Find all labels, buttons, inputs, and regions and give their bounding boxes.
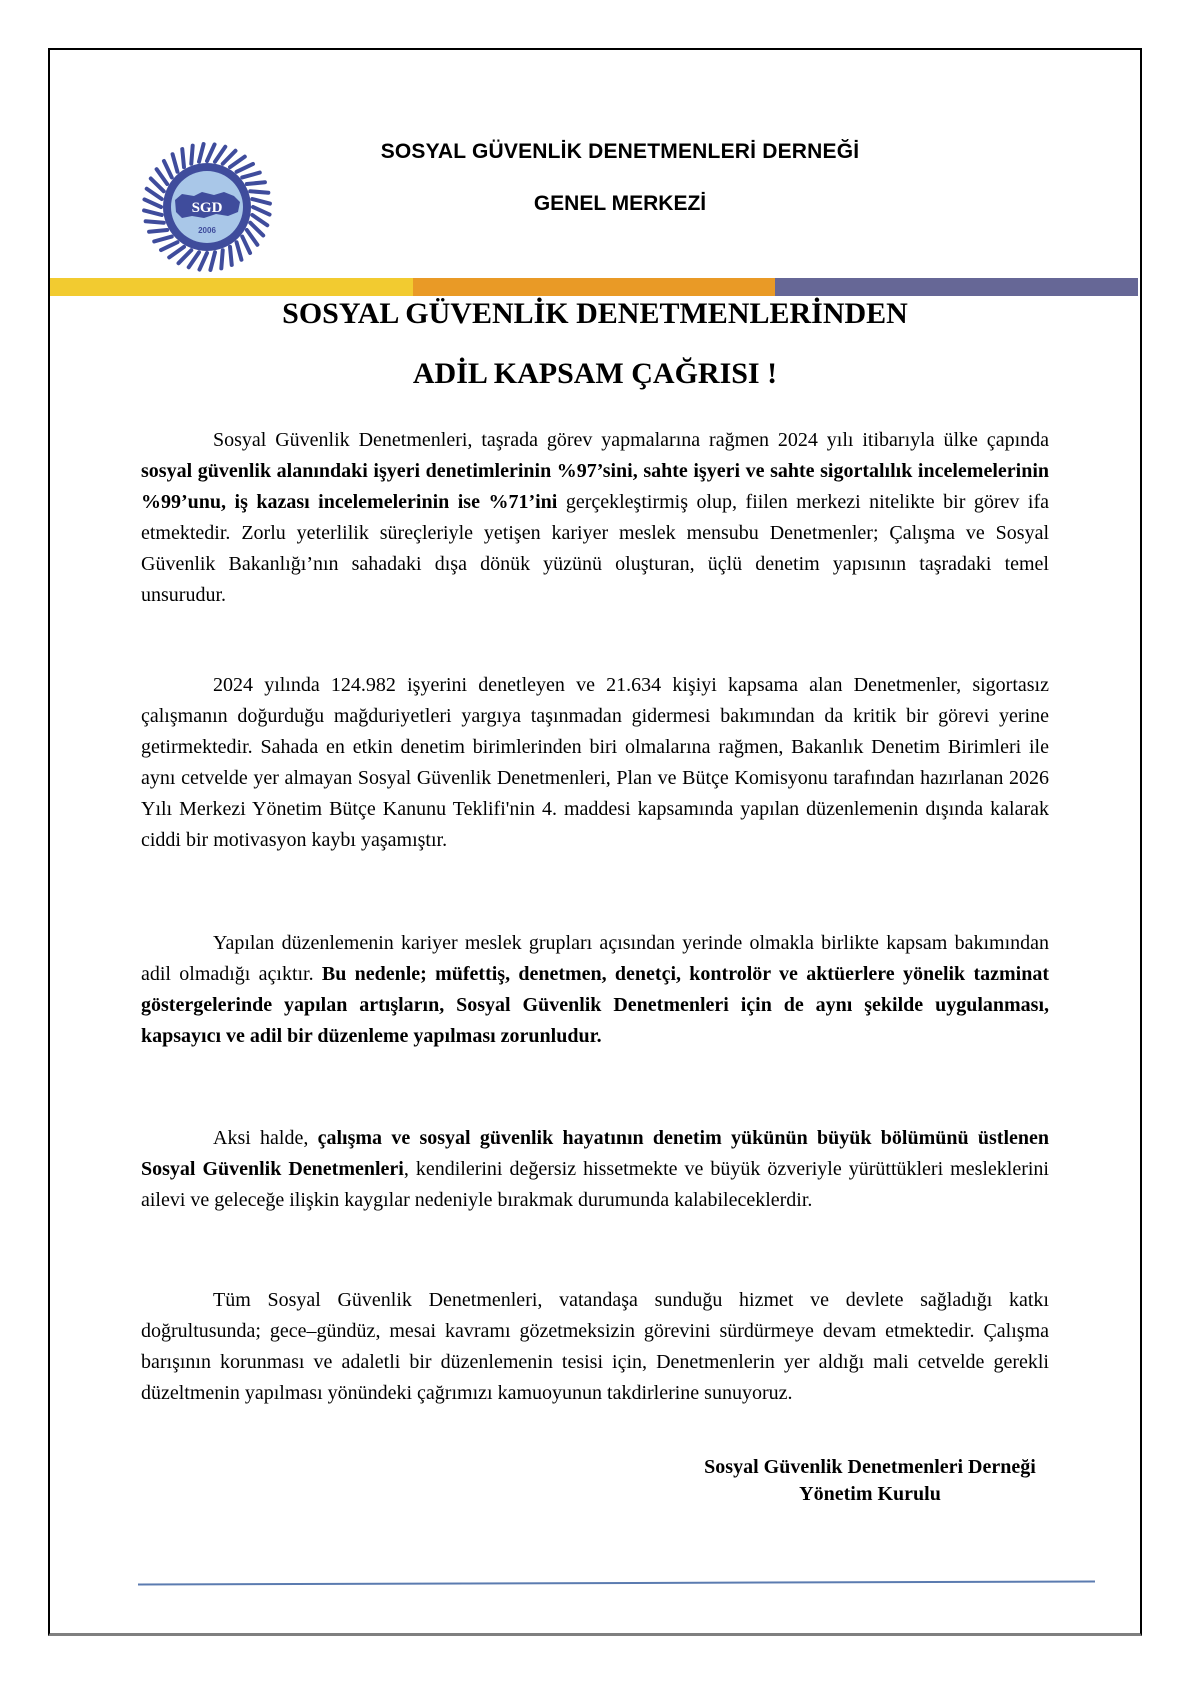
logo-ray [252,199,270,204]
color-bar-purple [775,278,1138,296]
logo-ray [182,149,184,167]
bold-text-run: Bu nedenle; müfettiş, denetmen, denetçi, kontrolör ve aktüerlere yönelik tazminat göstergelerinde yapılan artışların, Sosyal Güvenlik Denetmenleri için de aynı şekilde uygulanması, kapsayıcı ve adil bir düzenleme yapılması zorunludur. [141,963,1049,1047]
logo-ray [207,144,215,161]
paragraph-2 [141,670,1049,856]
logo-ray [242,237,250,253]
color-bar-orange [413,278,776,296]
bold-text-run: çalışma ve sosyal güvenlik hayatının denetim yükünün büyük bölümünü üstlenen Sosyal Güvenlik Denetmenleri [141,1127,1050,1180]
logo-ray [237,164,253,172]
logo-ray [230,247,232,265]
logo-ray [253,207,270,215]
logo-center-text: SGD [191,200,223,216]
text-run: 2024 yılında 124.982 işyerini denetleyen ve 21.634 kişiyi kapsama alan Denetmenler, sigortasız çalışmanın doğurduğu mağduriyetleri yargıya taşınmadan gidermesi bakımından da kritik bir görevi yerine getirmektedir. Sahada en etkin denetim birimlerinden biri olmalarına rağmen, Bakanlık Denetim Birimleri ile aynı cetvelde yer almayan Sosyal Güvenlik Denetmenleri, Plan ve Bütçe Komisyonu tarafından hazırlanan 2026 Yılı Merkezi Yönetim Bütçe Kanunu Teklifi'nin 4. maddesi kapsamında yapılan düzenlemenin dışında kalarak ciddi bir motivasyon kaybı yaşamıştır. [141,674,1049,851]
document-title-line-2: ADİL KAPSAM ÇAĞRISI ! [412,357,778,390]
org-subtitle: GENEL MERKEZİ [533,192,707,215]
logo-ray [144,210,162,215]
logo-ray [169,247,184,258]
color-bar-divider [50,278,1138,296]
paragraph-5 [141,1285,1049,1409]
logo-ray [199,253,207,270]
paragraph-3 [141,928,1049,1052]
signature-organization: Sosyal Güvenlik Denetmenleri Derneği [704,1456,1036,1478]
paragraph-1 [141,425,1049,611]
logo-ray [221,250,222,268]
text-run: gerçekleştirmiş olup, fiilen merkezi nitelikte bir görev ifa etmektedir. Zorlu yeterlilik süreçleriyle yetişen kariyer meslek mensubu Denetmenler; Çalışma ve Sosyal Güvenlik Bakanlığı’nın sahadaki dışa dönük yüzünü oluşturan, üçlü denetim yapısının taşradaki temel unsurudur. [141,491,1049,606]
logo-ray [151,179,164,192]
color-bar-yellow [50,278,413,296]
logo-ray [149,230,167,232]
logo-ray [173,154,178,172]
logo-ray [154,237,172,242]
signature-board: Yönetim Kurulu [799,1483,941,1505]
logo-ray [223,151,236,164]
logo-ray [237,242,242,260]
logo-ray [147,189,162,199]
logo-ray [157,169,168,184]
logo-ray [210,252,215,270]
document-title-line-1: SOSYAL GÜVENLİK DENETMENLERİNDEN [282,297,908,330]
logo-ray [215,147,225,162]
text-run: Aksi halde, [213,1127,318,1149]
logo-ray [199,144,204,162]
logo-ray [247,230,258,245]
sgd-logo-icon [142,142,272,272]
logo-ray [161,242,177,250]
logo-emblem [142,142,272,272]
logo-year: 2006 [198,226,216,235]
bold-text-run: sosyal güvenlik alanındaki işyeri denetimlerinin %97’sini, sahte işyeri ve sahte sigortalılık incelemelerinin %99’unu, iş kazası incelemelerinin ise %71’ini [141,460,1049,513]
logo-ray [191,146,192,164]
logo-ray [144,199,161,207]
text-run: Sosyal Güvenlik Denetmenleri, taşrada görev yapmalarına rağmen 2024 yılı itibarıyla ülke çapında [213,429,1049,451]
org-name: SOSYAL GÜVENLİK DENETMENLERİ DERNEĞİ [380,140,860,163]
logo-ray [230,157,245,168]
logo-ray [250,223,263,236]
text-run: Tüm Sosyal Güvenlik Denetmenleri, vatandaşa sunduğu hizmet ve devlete sağladığı katkı doğrultusunda; gece–gündüz, mesai kavramı gözetmeksizin görevini sürdürmeye devam etmektedir. Çalışma barışının korunması ve adaletli bir düzenlemenin tesisi için, Denetmenlerin yer aldığı mali cetvelde gerekli düzeltmenin yapılması yönündeki çağrımızı kamuoyunun takdirlerine sunuyoruz. [141,1289,1049,1404]
logo-ray [164,161,172,177]
logo-ray [247,182,265,184]
logo-ray [242,173,260,178]
text-run: Yapılan düzenlemenin kariyer meslek grupları açısından yerinde olmakla birlikte kapsam bakımından adil olmadığı açıktır. [141,932,1049,985]
logo-ray [189,252,199,267]
text-run: , kendilerini değersiz hissetmekte ve büyük özveriyle yürüttükleri mesleklerini ailevi ve geleceğe ilişkin kaygılar nedeniyle bırakmak durumunda kalabileceklerdir. [141,1158,1049,1211]
logo-ray [252,215,267,225]
paragraph-4 [141,1123,1049,1216]
logo-ray [146,221,164,222]
logo-ray [179,250,192,263]
logo-ray [250,191,268,192]
